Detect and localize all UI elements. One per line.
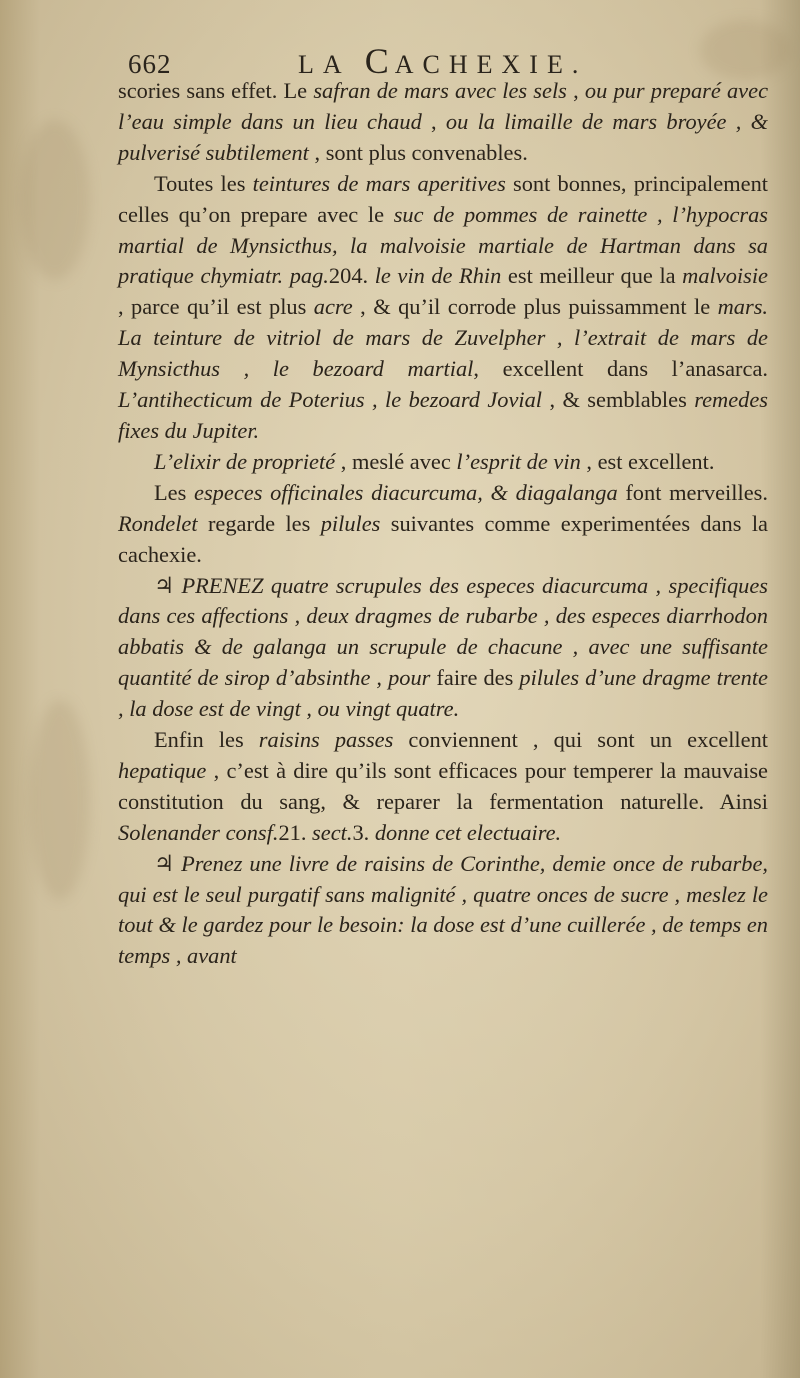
- italic-text: ♃ Prenez une livre de raisins de Corinthe, demie once de rubarbe, qui est le seul purgatif sans malignité , quatre onces de sucre , meslez le tout & le gardez pour le besoin: la dose est d’une cuillerée , de temps en temps , avant: [118, 850, 768, 969]
- text-run: 3.: [352, 819, 375, 845]
- italic-text: ou la limaille de mars broyée , & pulverisé subtilement: [118, 108, 769, 165]
- italic-text: mars. La teinture de vitriol de mars de Zuvelpher , l’extrait de mars de Mynsicthus , le bezoard martial: [118, 294, 768, 382]
- paragraph-p5: [118, 571, 768, 726]
- text-run: , parce qu’il est plus: [118, 294, 314, 320]
- italic-text: malvoisie: [682, 263, 768, 289]
- running-title-prefix: LA: [298, 50, 365, 79]
- text-run: Enfin les: [154, 727, 259, 753]
- italic-text: pilules: [320, 510, 381, 536]
- text-run: faire des: [436, 665, 520, 691]
- italic-text: Rondelet: [118, 510, 198, 536]
- italic-text: ♃ PRENEZ quatre scrupules des especes diacurcuma , specifiques dans ces affections , deux dragmes de rubarbe , des especes diarrhodon abbatis & de galanga un scrupule de chacune , avec une suffisante quantité de sirop d’absinthe , pour: [118, 572, 768, 691]
- text-run: ,: [566, 78, 585, 103]
- italic-text: le vin de Rhin: [374, 263, 502, 289]
- text-run: Les: [154, 479, 195, 505]
- text-run: , c’est à dire qu’ils sont efficaces pour temperer la mauvaise constitution du sang, & reparer la fermentation naturelle. Ainsi: [118, 757, 768, 814]
- italic-text: raisins passes: [258, 727, 394, 753]
- italic-text: donne cet electuaire.: [374, 819, 562, 845]
- text-run: conviennent , qui sont un excellent: [393, 727, 768, 753]
- paper-stain: [30, 700, 90, 900]
- italic-text: L’antihecticum de Poterius , le bezoard Jovial: [118, 387, 543, 413]
- page-number: 662: [128, 49, 172, 79]
- italic-text: acre: [313, 294, 353, 320]
- italic-text: ou pur preparé avec l’eau simple dans un lieu chaud: [118, 78, 769, 134]
- text-run: , & qu’il corrode plus puissamment le: [352, 294, 718, 320]
- text-run: regarde les: [197, 510, 321, 536]
- italic-text: sect.: [312, 819, 353, 845]
- text-run: 21.: [278, 819, 313, 845]
- text-run: 204.: [328, 263, 375, 289]
- italic-text: l’esprit de vin: [456, 448, 581, 474]
- text-run: , excellent dans l’anasarca.: [473, 356, 768, 382]
- text-run: , sont plus convenables.: [308, 139, 528, 165]
- text-run: , meslé avec: [335, 448, 457, 474]
- text-run: est meilleur que la: [501, 263, 683, 289]
- text-run: font merveilles.: [617, 479, 768, 505]
- text-run: scories sans effet. Le: [118, 78, 314, 103]
- paragraph-p2: [118, 169, 768, 447]
- text-run: Toutes les: [154, 170, 253, 196]
- italic-text: teintures de mars aperitives: [252, 170, 506, 196]
- paragraph-p4: [118, 478, 768, 571]
- body-text: [118, 76, 768, 972]
- italic-text: L’elixir de proprieté: [154, 448, 336, 474]
- paragraph-p1: [118, 76, 768, 169]
- italic-text: remedes fixes du Jupiter.: [118, 387, 768, 443]
- italic-text: safran de mars avec les sels: [313, 78, 567, 103]
- text-run: , & semblables: [542, 387, 695, 413]
- paragraph-p6: [118, 725, 768, 849]
- italic-text: suc de pommes de rainette , l’hypocras martial de Mynsicthus, la malvoisie martiale de Hartman dans sa pratique chymiatr. pag.: [118, 201, 769, 289]
- text-run: , est excellent.: [580, 448, 715, 474]
- paper-stain: [20, 120, 90, 280]
- text-run: ,: [421, 108, 446, 134]
- italic-text: especes officinales diacurcuma, & diagalanga: [194, 479, 618, 505]
- paragraph-p3: [118, 447, 768, 478]
- italic-text: hepatique: [118, 757, 207, 783]
- italic-text: Solenander consf.: [118, 819, 279, 845]
- text-run: suivantes comme experimentées dans la cachexie.: [118, 510, 768, 567]
- paragraph-p7: [118, 849, 768, 973]
- running-title-capital: C: [364, 41, 395, 81]
- italic-text: pilules d’une dragme trente , la dose est de vingt , ou vingt quatre.: [118, 665, 768, 722]
- text-run: sont bonnes, principalement celles qu’on prepare avec le: [118, 170, 768, 227]
- running-title-rest: ACHEXIE.: [394, 50, 588, 79]
